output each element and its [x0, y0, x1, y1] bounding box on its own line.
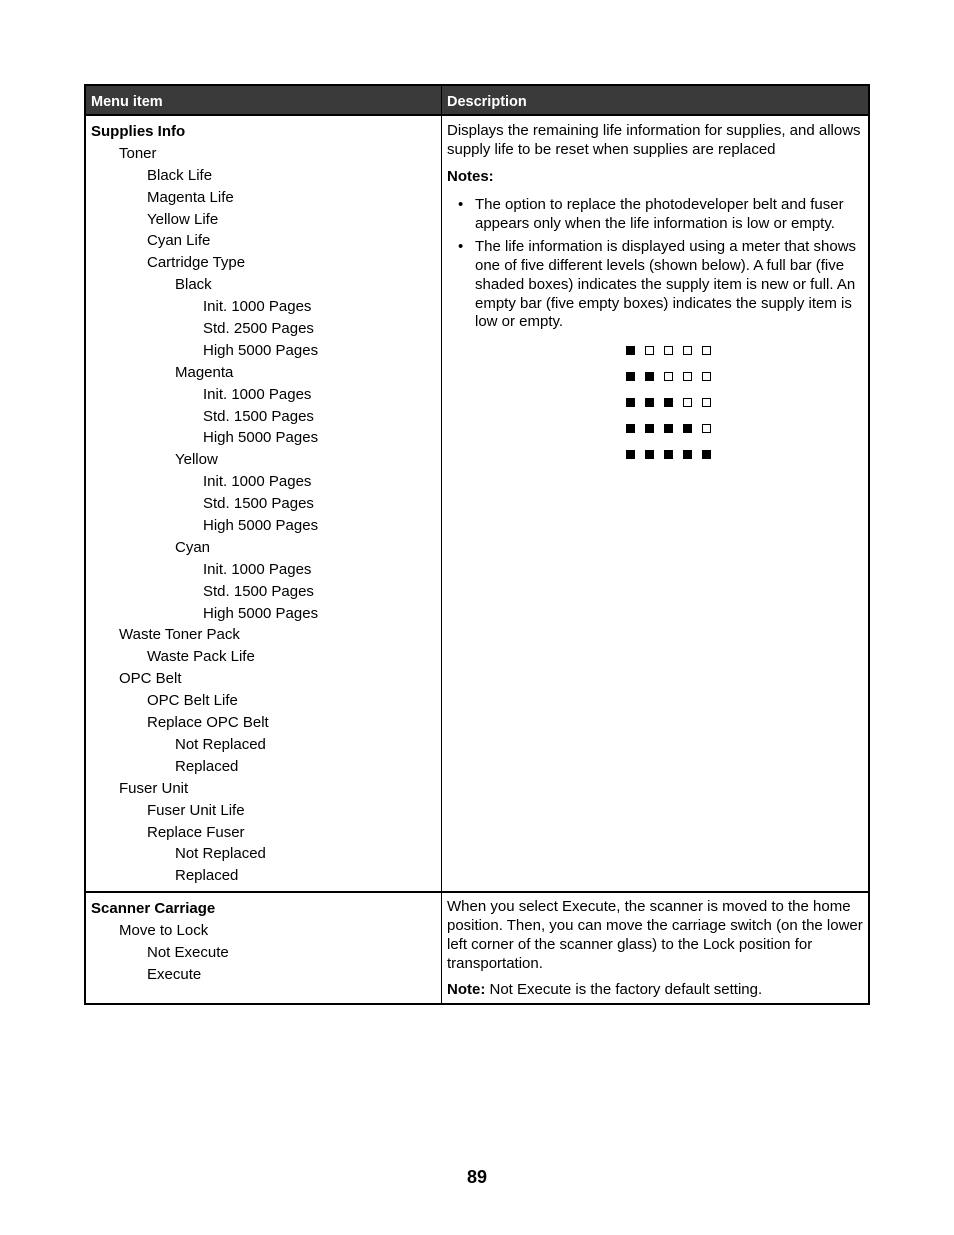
menu-item: High 5000 Pages — [203, 429, 319, 447]
menu-item: Init. 1000 Pages — [203, 385, 312, 403]
menu-item: Init. 1000 Pages — [203, 560, 312, 578]
menu-item: Yellow — [175, 451, 218, 469]
table-row-scanner-carriage — [86, 891, 868, 1003]
menu-item: Init. 1000 Pages — [203, 473, 312, 491]
filled-box-icon — [626, 398, 635, 407]
note-text: Not Execute is the factory default setting. — [485, 981, 763, 999]
menu-item: High 5000 Pages — [203, 517, 319, 535]
meter-row — [626, 398, 864, 424]
note-line — [447, 980, 864, 999]
menu-item: Std. 2500 Pages — [203, 320, 314, 338]
note-label: Note: — [447, 981, 486, 999]
table-row-supplies-info — [86, 116, 868, 891]
filled-box-icon — [702, 450, 711, 459]
menu-item: Black Life — [147, 166, 213, 184]
page-number: 89 — [466, 1167, 488, 1187]
menu-item: Replace Fuser — [147, 823, 245, 841]
bullet-text: The life information is displayed using a meter that shows one of five different levels (shown below). A full bar (five shaded boxes) indicates the supply item is new or full. An empty bar (five empty boxes) indicates the supply item is low or empty. — [475, 238, 857, 331]
menu-item: Waste Pack Life — [147, 648, 255, 666]
menu-item: Toner — [119, 144, 157, 162]
menu-item: Not Replaced — [175, 735, 266, 753]
menu-item: Black — [175, 276, 212, 294]
menu-item: High 5000 Pages — [203, 604, 319, 622]
menu-item: Waste Toner Pack — [119, 626, 240, 644]
description-cell — [442, 116, 868, 891]
meter-row — [626, 346, 864, 372]
menu-item: Yellow Life — [147, 210, 219, 228]
filled-box-icon — [645, 398, 654, 407]
empty-box-icon — [645, 346, 654, 355]
menu-cell — [86, 893, 442, 1003]
menu-item: Execute — [147, 965, 202, 983]
filled-box-icon — [645, 372, 654, 381]
menu-item: Not Execute — [147, 943, 229, 961]
empty-box-icon — [702, 372, 711, 381]
menu-item: OPC Belt Life — [147, 692, 238, 710]
menu-item: High 5000 Pages — [203, 341, 319, 359]
menu-item: Cartridge Type — [147, 254, 246, 272]
menu-item: Replaced — [175, 757, 239, 775]
bullet-text: The option to replace the photodeveloper belt and fuser appears only when the life information is low or empty. — [475, 196, 844, 232]
menu-item: Init. 1000 Pages — [203, 298, 312, 316]
header-description: Description — [447, 94, 527, 110]
list-item — [447, 238, 864, 332]
notes-label: Notes: — [447, 168, 494, 185]
description-cell — [442, 893, 868, 1003]
table-header — [86, 86, 868, 116]
menu-item: Replace OPC Belt — [147, 714, 269, 732]
meter-row — [626, 424, 864, 450]
empty-box-icon — [702, 346, 711, 355]
filled-box-icon — [645, 424, 654, 433]
meter-row — [626, 450, 864, 476]
empty-box-icon — [683, 372, 692, 381]
empty-box-icon — [664, 372, 673, 381]
menu-item: OPC Belt — [119, 670, 182, 688]
menu-item: Not Replaced — [175, 845, 266, 863]
life-meter-levels — [447, 346, 864, 476]
filled-box-icon — [626, 450, 635, 459]
menu-item: Cyan Life — [147, 232, 211, 250]
filled-box-icon — [645, 450, 654, 459]
scanner-description: When you select Execute, the scanner is moved to the home position. Then, you can move the carriage switch (on the lower left corner of the scanner glass) to the Lock position for transportation. — [447, 898, 863, 972]
menu-item: Supplies Info — [91, 123, 186, 140]
empty-box-icon — [702, 424, 711, 433]
supplies-description: Displays the remaining life information for supplies, and allows supply life to be reset when supplies are replaced — [447, 122, 861, 158]
filled-box-icon — [683, 424, 692, 433]
filled-box-icon — [626, 372, 635, 381]
menu-item: Fuser Unit — [119, 779, 189, 797]
menu-item: Replaced — [175, 867, 239, 885]
menu-item: Move to Lock — [119, 922, 209, 940]
filled-box-icon — [626, 424, 635, 433]
empty-box-icon — [664, 346, 673, 355]
menu-item: Fuser Unit Life — [147, 801, 245, 819]
filled-box-icon — [664, 398, 673, 407]
menu-table — [84, 84, 870, 1005]
bullet-icon: • — [458, 238, 464, 256]
meter-row — [626, 372, 864, 398]
menu-item: Std. 1500 Pages — [203, 407, 314, 425]
menu-item: Std. 1500 Pages — [203, 582, 314, 600]
filled-box-icon — [683, 450, 692, 459]
filled-box-icon — [664, 424, 673, 433]
menu-item: Scanner Carriage — [91, 900, 216, 918]
menu-item: Cyan — [175, 538, 211, 556]
empty-box-icon — [683, 398, 692, 407]
filled-box-icon — [664, 450, 673, 459]
menu-item: Std. 1500 Pages — [203, 495, 314, 513]
list-item — [447, 196, 864, 233]
empty-box-icon — [702, 398, 711, 407]
empty-box-icon — [683, 346, 692, 355]
bullet-icon: • — [458, 196, 464, 213]
menu-cell — [86, 116, 442, 891]
header-menu-item: Menu item — [86, 86, 442, 114]
menu-item: Magenta Life — [147, 188, 234, 206]
notes-list — [447, 196, 864, 332]
menu-item: Magenta — [175, 363, 234, 381]
filled-box-icon — [626, 346, 635, 355]
